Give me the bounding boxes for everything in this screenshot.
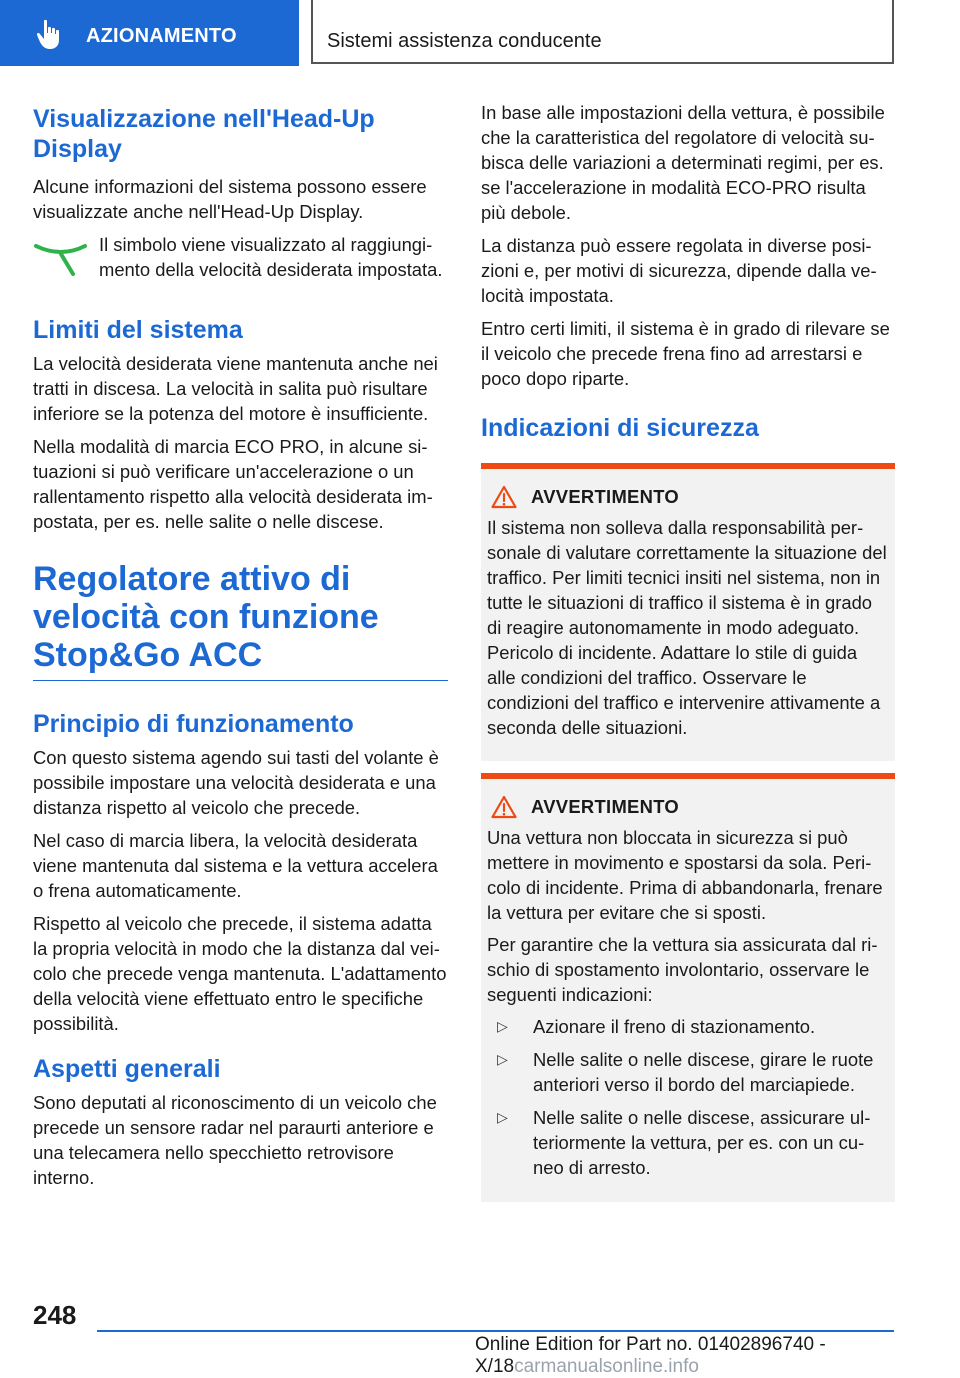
chapter-title: Regolatore attivo di velocità con funzione Stop&Go ACC <box>33 560 379 674</box>
warning-box-2 <box>481 773 895 1202</box>
heading-principio: Principio di funzionamento <box>33 710 354 738</box>
hand-pointer-icon <box>34 18 68 52</box>
watermark-text: carmanualsonline.info <box>514 1356 699 1377</box>
warning-box-1 <box>481 463 895 761</box>
symbol-row <box>33 232 448 285</box>
paragraph: Alcune informazioni del sistema possono essere visualizzate anche nell'Head-Up Display. <box>33 176 427 222</box>
warning-title: AVVERTIMENTO <box>531 486 680 507</box>
bullet-triangle-icon: ▷ <box>497 1109 508 1125</box>
paragraph: Entro certi limiti, il sistema è in grado di rilevare se il veicolo che precede frena fino ad arrestarsi e poco dopo riparte. <box>481 318 890 389</box>
warning-triangle-icon <box>491 485 517 509</box>
heading-limiti: Limiti del sistema <box>33 316 243 344</box>
paragraph: Con questo sistema agendo sui tasti del volante è possibile impostare una velocità desiderata e una distanza rispetto al veicolo che precede. <box>33 747 439 818</box>
section-tab <box>0 0 299 66</box>
page-number: 248 <box>33 1300 77 1330</box>
bullet-list <box>487 1014 887 1180</box>
speed-reached-symbol-icon <box>33 232 89 280</box>
paragraph: La distanza può essere regolata in diverse posizioni e, per motivi di sicurezza, dipende dalla velocità impostata. <box>481 235 877 306</box>
warning-text: Per garantire che la vettura sia assicurata dal rischio di spostamento involontario, osservare le seguenti indicazioni: <box>487 934 878 1005</box>
paragraph: Nella modalità di marcia ECO PRO, in alcune situazioni si può verificare un'accelerazione o un rallentamento rispetto alla velocità desiderata impostata, per es. nelle salite o nelle discese. <box>33 436 433 532</box>
left-column <box>33 100 448 1198</box>
paragraph: La velocità desiderata viene mantenuta anche nei tratti in discesa. La velocità in salita può risultare inferiore se la potenza del motore è insufficiente. <box>33 353 438 424</box>
subsection-header <box>311 0 894 64</box>
list-item: ▷ Azionare il freno di stazionamento. <box>487 1014 887 1039</box>
footer-edition <box>475 1334 960 1378</box>
paragraph: Nel caso di marcia libera, la velocità desiderata viene mantenuta dal sistema e la vettura accelera o frena automaticamente. <box>33 830 438 901</box>
chapter-title-block <box>33 560 448 681</box>
heading-sicurezza: Indicazioni di sicurezza <box>481 414 759 442</box>
heading-aspetti: Aspetti generali <box>33 1055 221 1083</box>
right-column <box>481 100 895 1214</box>
warning-title: AVVERTIMENTO <box>531 796 680 817</box>
list-item: ▷ Nelle salite o nelle discese, girare le ruote anteriori verso il bordo del marciapiede. <box>487 1047 887 1097</box>
warning-text: Il sistema non solleva dalla responsabilità personale di valutare correttamente la situazione del traffico. Per limiti tecnici insiti nel sistema, non in tutte le situazioni di traffico il sistema è in grado di reagire autonomamente in modo adeguato. Pericolo di incidente. Adattare lo stile di guida alle condizioni del traffico. Osservare le condizioni del traffico e intervenire attivamente a seconda delle situazioni. <box>487 517 887 738</box>
list-item: ▷ Nelle salite o nelle discese, assicurare ulteriormente la vettura, per es. con un cuneo di arresto. <box>487 1105 887 1180</box>
paragraph: Sono deputati al riconoscimento di un veicolo che precede un sensore radar nel paraurti anteriore e una telecamera nello specchietto retrovisore interno. <box>33 1092 437 1188</box>
section-label: AZIONAMENTO <box>86 25 237 47</box>
warning-triangle-icon <box>491 795 517 819</box>
footer-divider <box>97 1330 894 1332</box>
edition-text: Online Edition for Part no. 01402896740 - X/18 <box>475 1334 826 1377</box>
bullet-triangle-icon: ▷ <box>497 1051 508 1067</box>
heading-head-up-display: Visualizzazione nell'Head-Up Display <box>33 105 375 163</box>
symbol-description: Il simbolo viene visualizzato al raggiungimento della velocità desiderata impostata. <box>99 234 443 280</box>
paragraph: Rispetto al veicolo che precede, il sistema adatta la propria velocità in modo che la distanza dal veicolo che precede venga mantenuta. L'adattamento della velocità viene effettuato entro le specifiche possibilità. <box>33 913 447 1034</box>
subsection-label: Sistemi assistenza conducente <box>327 30 602 52</box>
paragraph: In base alle impostazioni della vettura, è possibile che la caratteristica del regolatore di velocità subisca delle variazioni a determinati regimi, per es. se l'accelerazione in modalità ECO-PRO risulta più debole. <box>481 102 885 223</box>
bullet-triangle-icon: ▷ <box>497 1018 508 1034</box>
warning-text: Una vettura non bloccata in sicurezza si può mettere in movimento e spostarsi da sola. Pericolo di incidente. Prima di abbandonarla, frenare la vettura per evitare che si sposti. <box>487 827 883 923</box>
